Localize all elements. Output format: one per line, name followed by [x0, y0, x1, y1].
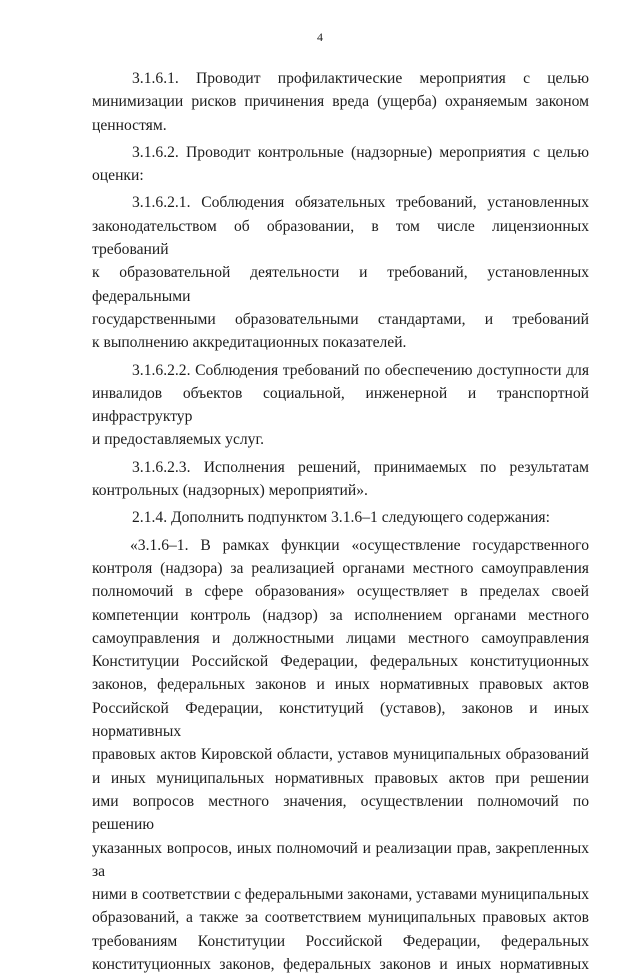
text-line: и предоставляемых услуг. — [92, 431, 264, 449]
text-line: 3.1.6.2.2. Соблюдения требований по обеспечению доступности для — [132, 361, 589, 379]
text-line: 2.1.4. Дополнить подпунктом 3.1.6–1 следующего содержания: — [132, 509, 550, 527]
text-line: требованиям Конституции Российской Федерации, федеральных — [92, 932, 589, 950]
text-line: 3.1.6.1. Проводит профилактические мероприятия с целью — [132, 70, 589, 87]
paragraph-3-1-6-dash-1 — [92, 534, 589, 976]
text-line: 3.1.6.2.1. Соблюдения обязательных требований, установленных — [132, 194, 589, 212]
text-line: образований, а также за соответствием муниципальных правовых актов — [92, 909, 589, 927]
document-body — [92, 67, 589, 976]
text-line: законодательством об образовании, в том числе лицензионных требований — [92, 217, 589, 259]
paragraph-3-1-6-2-2 — [92, 359, 589, 452]
text-line: 3.1.6.2. Проводит контрольные (надзорные) мероприятия с целью — [132, 143, 589, 161]
paragraph-3-1-6-2 — [92, 141, 589, 188]
text-line: оценки: — [92, 167, 144, 185]
text-line: самоуправления и должностными лицами местного самоуправления — [92, 629, 589, 647]
text-line: ими вопросов местного значения, осуществлении полномочий по решению — [92, 792, 589, 834]
text-line: «3.1.6–1. В рамках функции «осуществление государственного — [130, 536, 589, 554]
text-line: контрольных (надзорных) мероприятий». — [92, 482, 368, 500]
text-line: указанных вопросов, иных полномочий и реализации прав, закрепленных за — [92, 839, 589, 880]
text-line: законов, федеральных законов и иных нормативных правовых актов — [92, 676, 589, 694]
text-line: минимизации рисков причинения вреда (ущерба) охраняемым законом — [92, 93, 589, 111]
paragraph-3-1-6-1 — [92, 67, 589, 137]
text-line: ними в соответствии с федеральными законами, уставами муниципальных — [92, 886, 589, 904]
paragraph-3-1-6-2-3 — [92, 456, 589, 503]
text-line: компетенции контроль (надзор) за исполнением органами местного — [92, 606, 589, 624]
text-line: полномочий в сфере образования» осуществляет в пределах своей — [92, 583, 589, 601]
text-line: контроля (надзора) за реализацией органами местного самоуправления — [92, 559, 589, 577]
text-line: 3.1.6.2.3. Исполнения решений, принимаемых по результатам — [132, 458, 589, 476]
text-line: к выполнению аккредитационных показателей. — [92, 334, 407, 352]
paragraph-3-1-6-2-1 — [92, 191, 589, 354]
text-line: Конституции Российской Федерации, федеральных конституционных — [92, 653, 589, 671]
text-line: инвалидов объектов социальной, инженерной и транспортной инфраструктур — [92, 384, 589, 426]
text-line: правовых актов Кировской области, уставов муниципальных образований — [92, 746, 589, 764]
text-line: Российской Федерации, конституций (уставов), законов и иных нормативных — [92, 699, 589, 741]
text-line: к образовательной деятельности и требований, установленных федеральными — [92, 264, 589, 305]
text-line: государственными образовательными стандартами, и требований — [92, 310, 589, 328]
text-line: и иных муниципальных нормативных правовых актов при решении — [92, 769, 589, 787]
text-line: ценностям. — [92, 116, 167, 134]
text-line: конституционных законов, федеральных законов и иных нормативных — [92, 955, 589, 973]
page-number: 4 — [317, 30, 323, 44]
paragraph-2-1-4 — [92, 506, 589, 529]
